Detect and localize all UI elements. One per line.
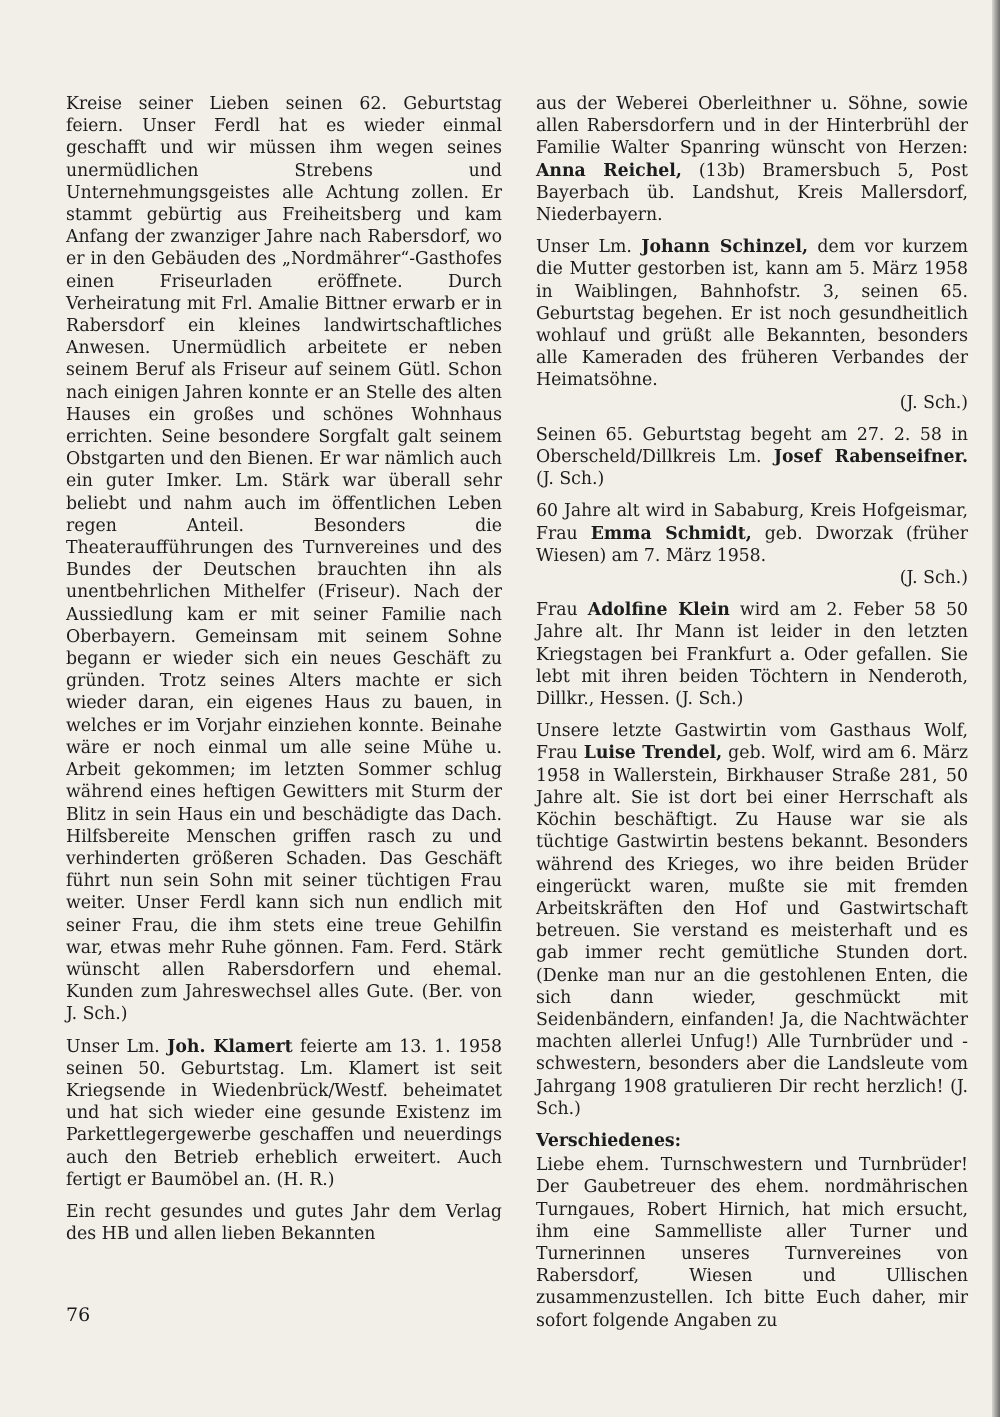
text-intro: Unser Lm. xyxy=(66,1036,168,1057)
text-body: dem vor kurzem die Mutter gestorben ist, kann am 5. März 1958 in Waiblingen, Bahnhofstr. 3, seinen 65. Geburtstag begehen. Er ist noch gesundheitlich wohlauf und grüßt alle Bekannten, besonders alle Kameraden des früheren Verbandes der Heimatsöhne. xyxy=(536,237,968,391)
text-body: geb. Wolf, wird am 6. März 1958 in Wallerstein, Birkhauser Straße 281, 50 Jahre alt. Sie ist dort bei einer Herrschaft als Köchin beschäftigt. Zu Hause war sie als tüchtige Gastwirtin bestens bekannt. Besonders während des Krieges, wo ihre beiden Brüder eingerückt waren, mußte sie mit fremden Arbeitskräften den Hof und Gastwirtschaft betreuen. Sie verstand es meisterhaft und es gab immer recht gemütliche Stunden dort. (Denke man nur an die gestohlenen Enten, die sich dann wieder, geschmückt mit Seidenbändern, einfanden! Ja, die Nachtwächter machten allerlei Unfug!) Alle Turnbrüder und -schwestern, besonders aber die Landsleute vom Jahrgang 1908 gratulieren Dir recht herzlich! (J. Sch.) xyxy=(536,743,968,1119)
text-body: feierte am 13. 1. 1958 seinen 50. Geburtstag. Lm. Klamert ist seit Kriegsende in Wiedenbrück/Westf. beheimatet und hat sich wieder eine gesunde Existenz im Parkettlegergewerbe geschaffen und neuerdings auch den Betrieb erheblich erweitert. Auch fertigt er Baumöbel an. (H. R.) xyxy=(66,1036,502,1190)
text-body: (J. Sch.) xyxy=(536,469,605,490)
text-intro: Frau xyxy=(536,600,588,621)
person-name: Luise Trendel, xyxy=(583,743,723,764)
person-name: Anna Reichel, xyxy=(536,160,682,181)
right-column xyxy=(536,93,968,1342)
person-name: Josef Rabenseifner. xyxy=(773,447,968,468)
text-body: geb. Dworzak (früher Wiesen) am 7. März 1958. xyxy=(536,523,968,566)
article-klein-birthday xyxy=(536,599,968,710)
left-column xyxy=(66,93,502,1255)
greeting-reichel xyxy=(536,93,968,226)
text-intro: 60 Jahre alt wird in Sababurg, Kreis Hofgeismar, Frau xyxy=(536,501,968,544)
person-name: Emma Schmidt, xyxy=(590,523,752,544)
person-name: Joh. Klamert xyxy=(167,1036,293,1057)
page-edge-shadow xyxy=(992,0,1000,1417)
text-body: (13b) Bramersbuch 5, Post Bayerbach üb. Landshut, Kreis Mallersdorf, Niederbayern. xyxy=(536,160,968,226)
article-rabenseifner-birthday xyxy=(536,424,968,491)
signature: (J. Sch.) xyxy=(899,392,968,413)
text-intro: Seinen 65. Geburtstag begeht am 27. 2. 58 in Oberscheld/Dillkreis Lm. xyxy=(536,424,968,468)
article-schmidt-birthday xyxy=(536,500,968,589)
page-number: 76 xyxy=(66,1304,91,1326)
notice-turner-list: Liebe ehem. Turnschwestern und Turnbrüder! Der Gaubetreuer des ehem. nordmährischen Turngaues, Robert Hirnich, hat mich ersucht, ihm eine Sammelliste aller Turner und Turnerinnen unseres Turnvereines von Rabersdorf, Wiesen und Ullischen zusammenzustellen. Ich bitte Euch daher, mir sofort folgende Angaben zu xyxy=(536,1155,968,1331)
signature: (J. Sch.) xyxy=(899,568,968,589)
greeting-verlag: Ein recht gesundes und gutes Jahr dem Verlag des HB und allen lieben Bekannten xyxy=(66,1201,502,1245)
article-trendel-birthday xyxy=(536,720,968,1120)
article-klamert-birthday xyxy=(66,1036,502,1191)
text-body: wird am 2. Feber 58 50 Jahre alt. Ihr Mann ist leider in den letzten Kriegstagen bei Frankfurt a. Oder gefallen. Sie lebt mit ihren beiden Töchtern in Nenderoth, Dillkr., Hessen. (J. Sch.) xyxy=(536,600,968,710)
section-heading-verschiedenes: Verschiedenes: xyxy=(536,1130,682,1151)
article-schinzel-birthday xyxy=(536,236,968,414)
person-name: Johann Schinzel, xyxy=(641,237,808,258)
article-staerk-birthday: Kreise seiner Lieben seinen 62. Geburtstag feiern. Unser Ferdl hat es wieder einmal geschafft und wir müssen ihm wegen seines unermüdlichen Strebens und Unternehmungsgeistes alle Achtung zollen. Er stammt gebürtig aus Freiheitsberg und kam Anfang der zwanziger Jahre nach Rabersdorf, wo er in den Gebäuden des „Nordmährer“-Gasthofes einen Friseurladen eröffnete. Durch Verheiratung mit Frl. Amalie Bittner erwarb er in Rabersdorf ein kleines landwirtschaftliches Anwesen. Unermüdlich arbeitete er neben seinem Beruf als Friseur auf seinem Gütl. Schon nach einigen Jahren konnte er an Stelle des alten Hauses ein großes und schönes Wohnhaus errichten. Seine besondere Sorgfalt galt seinem Obstgarten und den Bienen. Er war nämlich auch ein guter Imker. Lm. Stärk war überall sehr beliebt und nahm auch im öffentlichen Leben regen Anteil. Besonders die Theateraufführungen des Turnvereines und des Bundes der Deutschen brauchten ihn als unentbehrlichen Mithelfer (Friseur). Nach der Aussiedlung kam er mit seiner Familie nach Oberbayern. Gemeinsam mit seinem Sohne begann er wieder sich ein neues Geschäft zu gründen. Trotz seines Alters machte er sich wieder daran, ein eigenes Haus zu bauen, in welches er im Vorjahr einziehen konnte. Beinahe wäre er noch einmal um alle seine Mühe u. Arbeit gekommen; im letzten Sommer schlug während eines heftigen Gewitters mit Sturm der Blitz in sein Haus ein und beschädigte das Dach. Hilfsbereite Menschen griffen rasch zu und verhinderten größeren Schaden. Das Geschäft führt nun sein Sohn mit seiner tüchtigen Frau weiter. Unser Ferdl kann sich nun endlich mit seiner Frau, die ihm stets eine treue Gehilfin war, etwas mehr Ruhe gönnen. Fam. Ferd. Stärk wünscht allen Rabersdorfern und ehemal. Kunden zum Jahreswechsel alles Gute. (Ber. von J. Sch.) xyxy=(66,94,502,1025)
text-intro: Unsere letzte Gastwirtin vom Gasthaus Wolf, Frau xyxy=(536,721,968,764)
text-intro: aus der Weberei Oberleithner u. Söhne, sowie allen Rabersdorfern und in der Hinterbrühl der Familie Walter Spanring wünscht von Herzen: xyxy=(536,94,968,159)
text-intro: Unser Lm. xyxy=(536,237,642,258)
person-name: Adolfine Klein xyxy=(587,600,730,621)
